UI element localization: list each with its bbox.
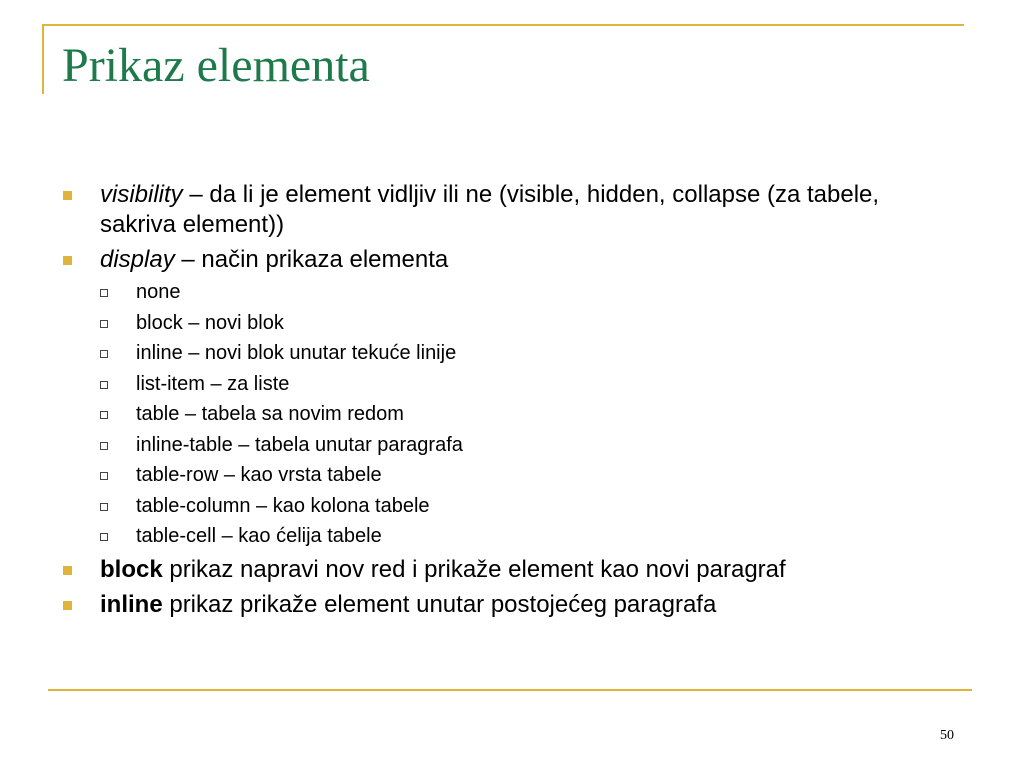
display-value-item: table-cell – kao ćelija tabele: [60, 524, 950, 548]
term-inline: inline: [100, 590, 163, 618]
square-bullet-icon: [63, 601, 72, 610]
hollow-square-bullet-icon: [100, 442, 108, 450]
hollow-square-bullet-icon: [100, 503, 108, 511]
bullet-visibility: [60, 180, 950, 240]
display-value-item: inline – novi blok unutar tekuće linije: [60, 341, 950, 365]
hollow-square-bullet-icon: [100, 411, 108, 419]
hollow-square-bullet-icon: [100, 472, 108, 480]
display-value-item: list-item – za liste: [60, 372, 950, 396]
slide-content: [60, 180, 950, 625]
bullet-display: [60, 245, 950, 275]
square-bullet-icon: [63, 256, 72, 265]
frame-bottom-line: [48, 689, 972, 691]
square-bullet-icon: [63, 191, 72, 200]
visibility-description: – da li je element vidljiv ili ne (visible, hidden, collapse (za tabele, sakriva element)): [100, 181, 880, 238]
page-number: 50: [940, 728, 954, 743]
hollow-square-bullet-icon: [100, 320, 108, 328]
block-description: prikaz napravi nov red i prikaže element kao novi paragraf: [162, 555, 786, 583]
display-value-item: table-column – kao kolona tabele: [60, 494, 950, 518]
bullet-block-note: [60, 555, 950, 585]
slide-title: Prikaz elementa: [62, 39, 370, 92]
hollow-square-bullet-icon: [100, 350, 108, 358]
display-value-item: none: [60, 280, 950, 304]
frame-top-line: [42, 24, 964, 26]
display-description: – način prikaza elementa: [174, 246, 449, 273]
display-value-item: table-row – kao vrsta tabele: [60, 463, 950, 487]
display-value-item: table – tabela sa novim redom: [60, 402, 950, 426]
hollow-square-bullet-icon: [100, 533, 108, 541]
term-block: block: [100, 555, 163, 583]
term-visibility: visibility: [100, 181, 183, 208]
frame-left-line: [42, 24, 44, 94]
hollow-square-bullet-icon: [100, 381, 108, 389]
hollow-square-bullet-icon: [100, 289, 108, 297]
inline-description: prikaz prikaže element unutar postojećeg paragrafa: [162, 590, 717, 618]
bullet-inline-note: [60, 590, 950, 620]
display-value-item: inline-table – tabela unutar paragrafa: [60, 433, 950, 457]
square-bullet-icon: [63, 566, 72, 575]
display-value-item: block – novi blok: [60, 311, 950, 335]
term-display: display: [100, 246, 175, 273]
